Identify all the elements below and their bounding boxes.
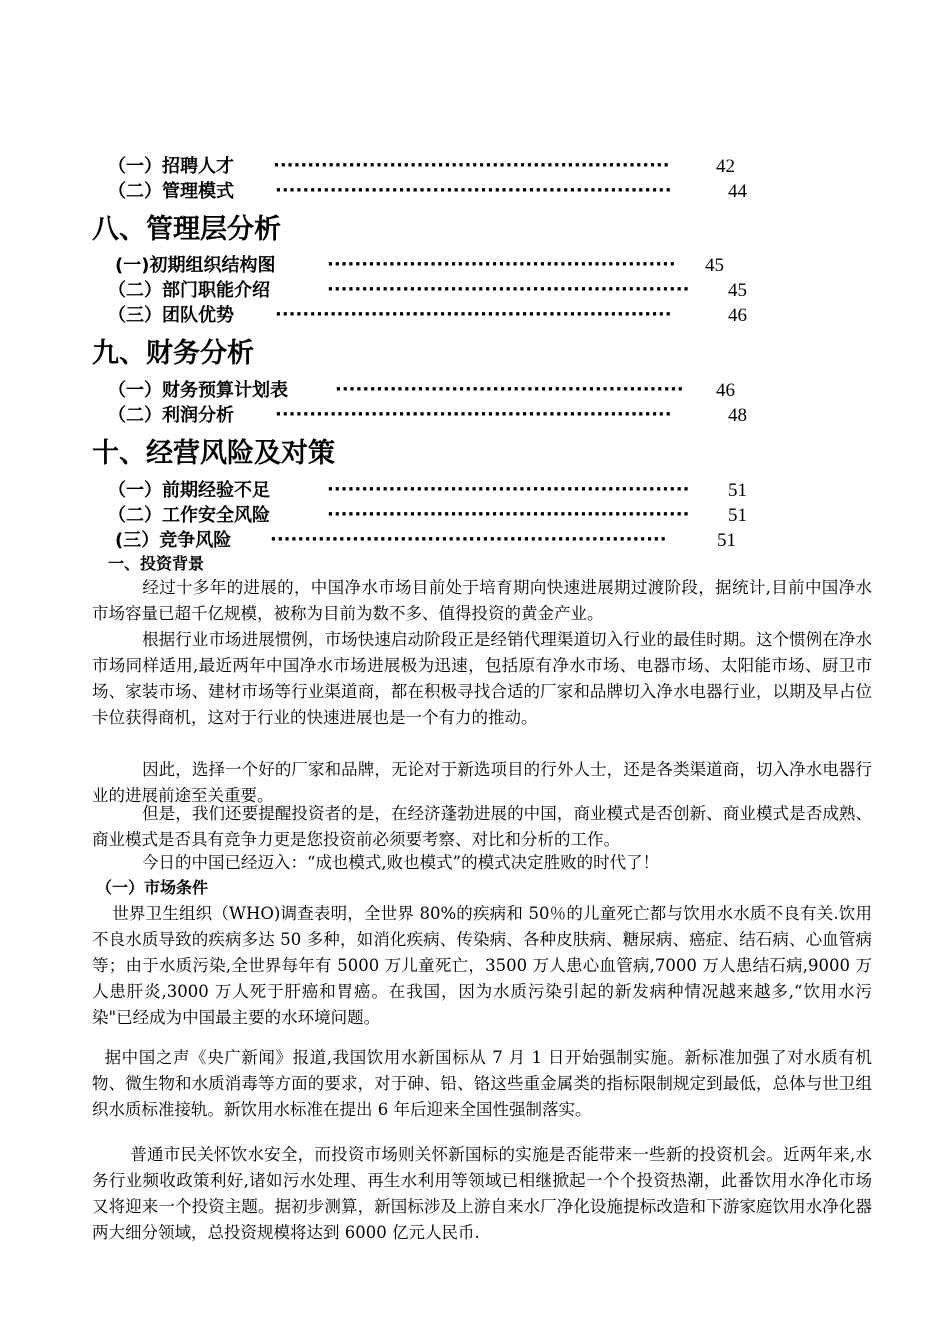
toc-leader-dots: ·························································· (275, 404, 672, 425)
toc-entry-label: （二）工作安全风险 (108, 505, 270, 526)
paragraph-text: 普通市民关怀饮水安全，而投资市场则关怀新国标的实施是否能带来一些新的投资机会。近两年来,水务行业频收政策利好,诸如污水处理、再生水利用等领域已相继掀起一个个投资热潮，此番饮用水净化市场又将迎来一个投资主题。据初步测算，新国标涉及上游自来水厂净化设施提标改造和下游家庭饮用水净化器两大细分领域，总投资规模将达到 6000 亿元人民币. (92, 1145, 872, 1242)
chapter-heading[interactable]: 十、经营风险及对策 (92, 438, 335, 469)
paragraph (92, 1045, 872, 1123)
toc-leader-dots: ·························································· (275, 304, 672, 325)
paragraph (92, 801, 872, 853)
paragraph-text: 今日的中国已经迈入：“成也模式,败也模式”的模式决定胜败的时代了！ (142, 853, 660, 872)
toc-leader-dots: ····················································· (327, 479, 690, 500)
toc-entry[interactable] (108, 155, 748, 179)
paragraph-text: 根据行业市场进展惯例，市场快速启动阶段正是经销代理渠道切入行业的最佳时期。这个惯例在净水市场同样适用,最近两年中国净水市场进展极为迅速，包括原有净水市场、电器市场、太阳能市场、厨卫市场、家装市场、建材市场等行业渠道商，都在积极寻找合适的厂家和品牌切入净水电器行业，以期及早占位卡位获得商机，这对于行业的快速进展也是一个有力的推动。 (92, 630, 872, 727)
toc-entry[interactable] (108, 379, 748, 403)
toc-entry[interactable] (108, 404, 748, 428)
paragraph-text: 经过十多年的进展的，中国净水市场目前处于培育期向快速进展期过渡阶段，据统计,目前中国净水市场容量已超千亿规模，被称为目前为数不多、值得投资的黄金产业。 (92, 578, 872, 623)
toc-entry[interactable] (115, 529, 755, 553)
paragraph-text: 因此，选择一个好的厂家和品牌，无论对于新选项目的行外人士，还是各类渠道商，切入净水电器行业的进展前途至关重要。 (92, 760, 872, 805)
toc-entry-label: (一)初期组织结构图 (115, 255, 276, 276)
toc-entry[interactable] (115, 254, 755, 278)
toc-entry-label: （二）部门职能介绍 (108, 280, 270, 301)
toc-entry[interactable] (108, 304, 748, 328)
toc-page-number: 46 (728, 305, 747, 326)
subsection-heading: （一）市场条件 (96, 878, 209, 897)
toc-entry-label: （一）前期经验不足 (108, 480, 270, 501)
toc-leader-dots: ·························································· (273, 155, 670, 176)
toc-page-number: 51 (717, 530, 736, 551)
paragraph (92, 850, 872, 876)
toc-page-number: 51 (728, 480, 747, 501)
paragraph (92, 901, 872, 1031)
toc-leader-dots: ·························································· (270, 529, 667, 550)
paragraph-text: 世界卫生组织（WHO)调查表明，全世界 80%的疾病和 50％的儿童死亡都与饮用水水质不良有关.饮用不良水质导致的疾病多达 50 多种，如消化疾病、传染病、各种皮肤病、糖尿病、癌症、结石病、心血管病等；由于水质污染,全世界每年有 5000 万儿童死亡，3500 万人患心血管病,7000 万人患结石病,9000 万人患肝炎,3000 万人死于肝癌和胃癌。在我国，因为水质污染引起的新发病种情况越来越多,“饮用水污染"已经成为中国最主要的水环境问题。 (92, 904, 872, 1027)
section-heading: 一、投资背景 (108, 554, 205, 573)
toc-leader-dots: ··················································· (335, 379, 684, 400)
toc-page-number: 48 (728, 405, 747, 426)
toc-page-number: 45 (705, 255, 724, 276)
chapter-heading[interactable]: 九、财务分析 (92, 338, 254, 369)
toc-page-number: 45 (728, 280, 747, 301)
toc-entry-label: （三）团队优势 (108, 305, 234, 326)
toc-leader-dots: ·························································· (275, 180, 672, 201)
toc-page-number: 44 (728, 181, 747, 202)
toc-entry-label: (三）竞争风险 (115, 530, 232, 551)
paragraph (92, 627, 872, 731)
paragraph (92, 575, 872, 627)
toc-entry-label: （二）管理模式 (108, 181, 234, 202)
paragraph-text: 但是，我们还要提醒投资者的是，在经济蓬勃进展的中国，商业模式是否创新、商业模式是否成熟、商业模式是否具有竞争力更是您投资前必须要考察、对比和分析的工作。 (92, 804, 872, 849)
toc-entry[interactable] (108, 479, 748, 503)
toc-leader-dots: ····················································· (327, 279, 690, 300)
toc-entry-label: （一）财务预算计划表 (108, 380, 288, 401)
paragraph-text: 据中国之声《央广新闻》报道,我国饮用水新国标从 7 月 1 日开始强制实施。新标准加强了对水质有机物、微生物和水质消毒等方面的要求，对于砷、铅、铬这些重金属类的指标限制规定到最低，总体与世卫组织水质标准接轨。新饮用水标准在提出 6 年后迎来全国性强制落实。 (92, 1048, 872, 1119)
paragraph (92, 1142, 872, 1246)
toc-page-number: 42 (716, 156, 735, 177)
toc-entry-label: （二）利润分析 (108, 405, 234, 426)
toc-leader-dots: ··················································· (327, 254, 676, 275)
toc-entry-label: （一）招聘人才 (108, 156, 234, 177)
toc-leader-dots: ····················································· (327, 504, 690, 525)
toc-entry[interactable] (108, 504, 748, 528)
toc-entry[interactable] (108, 180, 748, 204)
chapter-heading[interactable]: 八、管理层分析 (92, 214, 281, 245)
toc-page-number: 46 (716, 380, 735, 401)
toc-page-number: 51 (728, 505, 747, 526)
toc-entry[interactable] (108, 279, 748, 303)
